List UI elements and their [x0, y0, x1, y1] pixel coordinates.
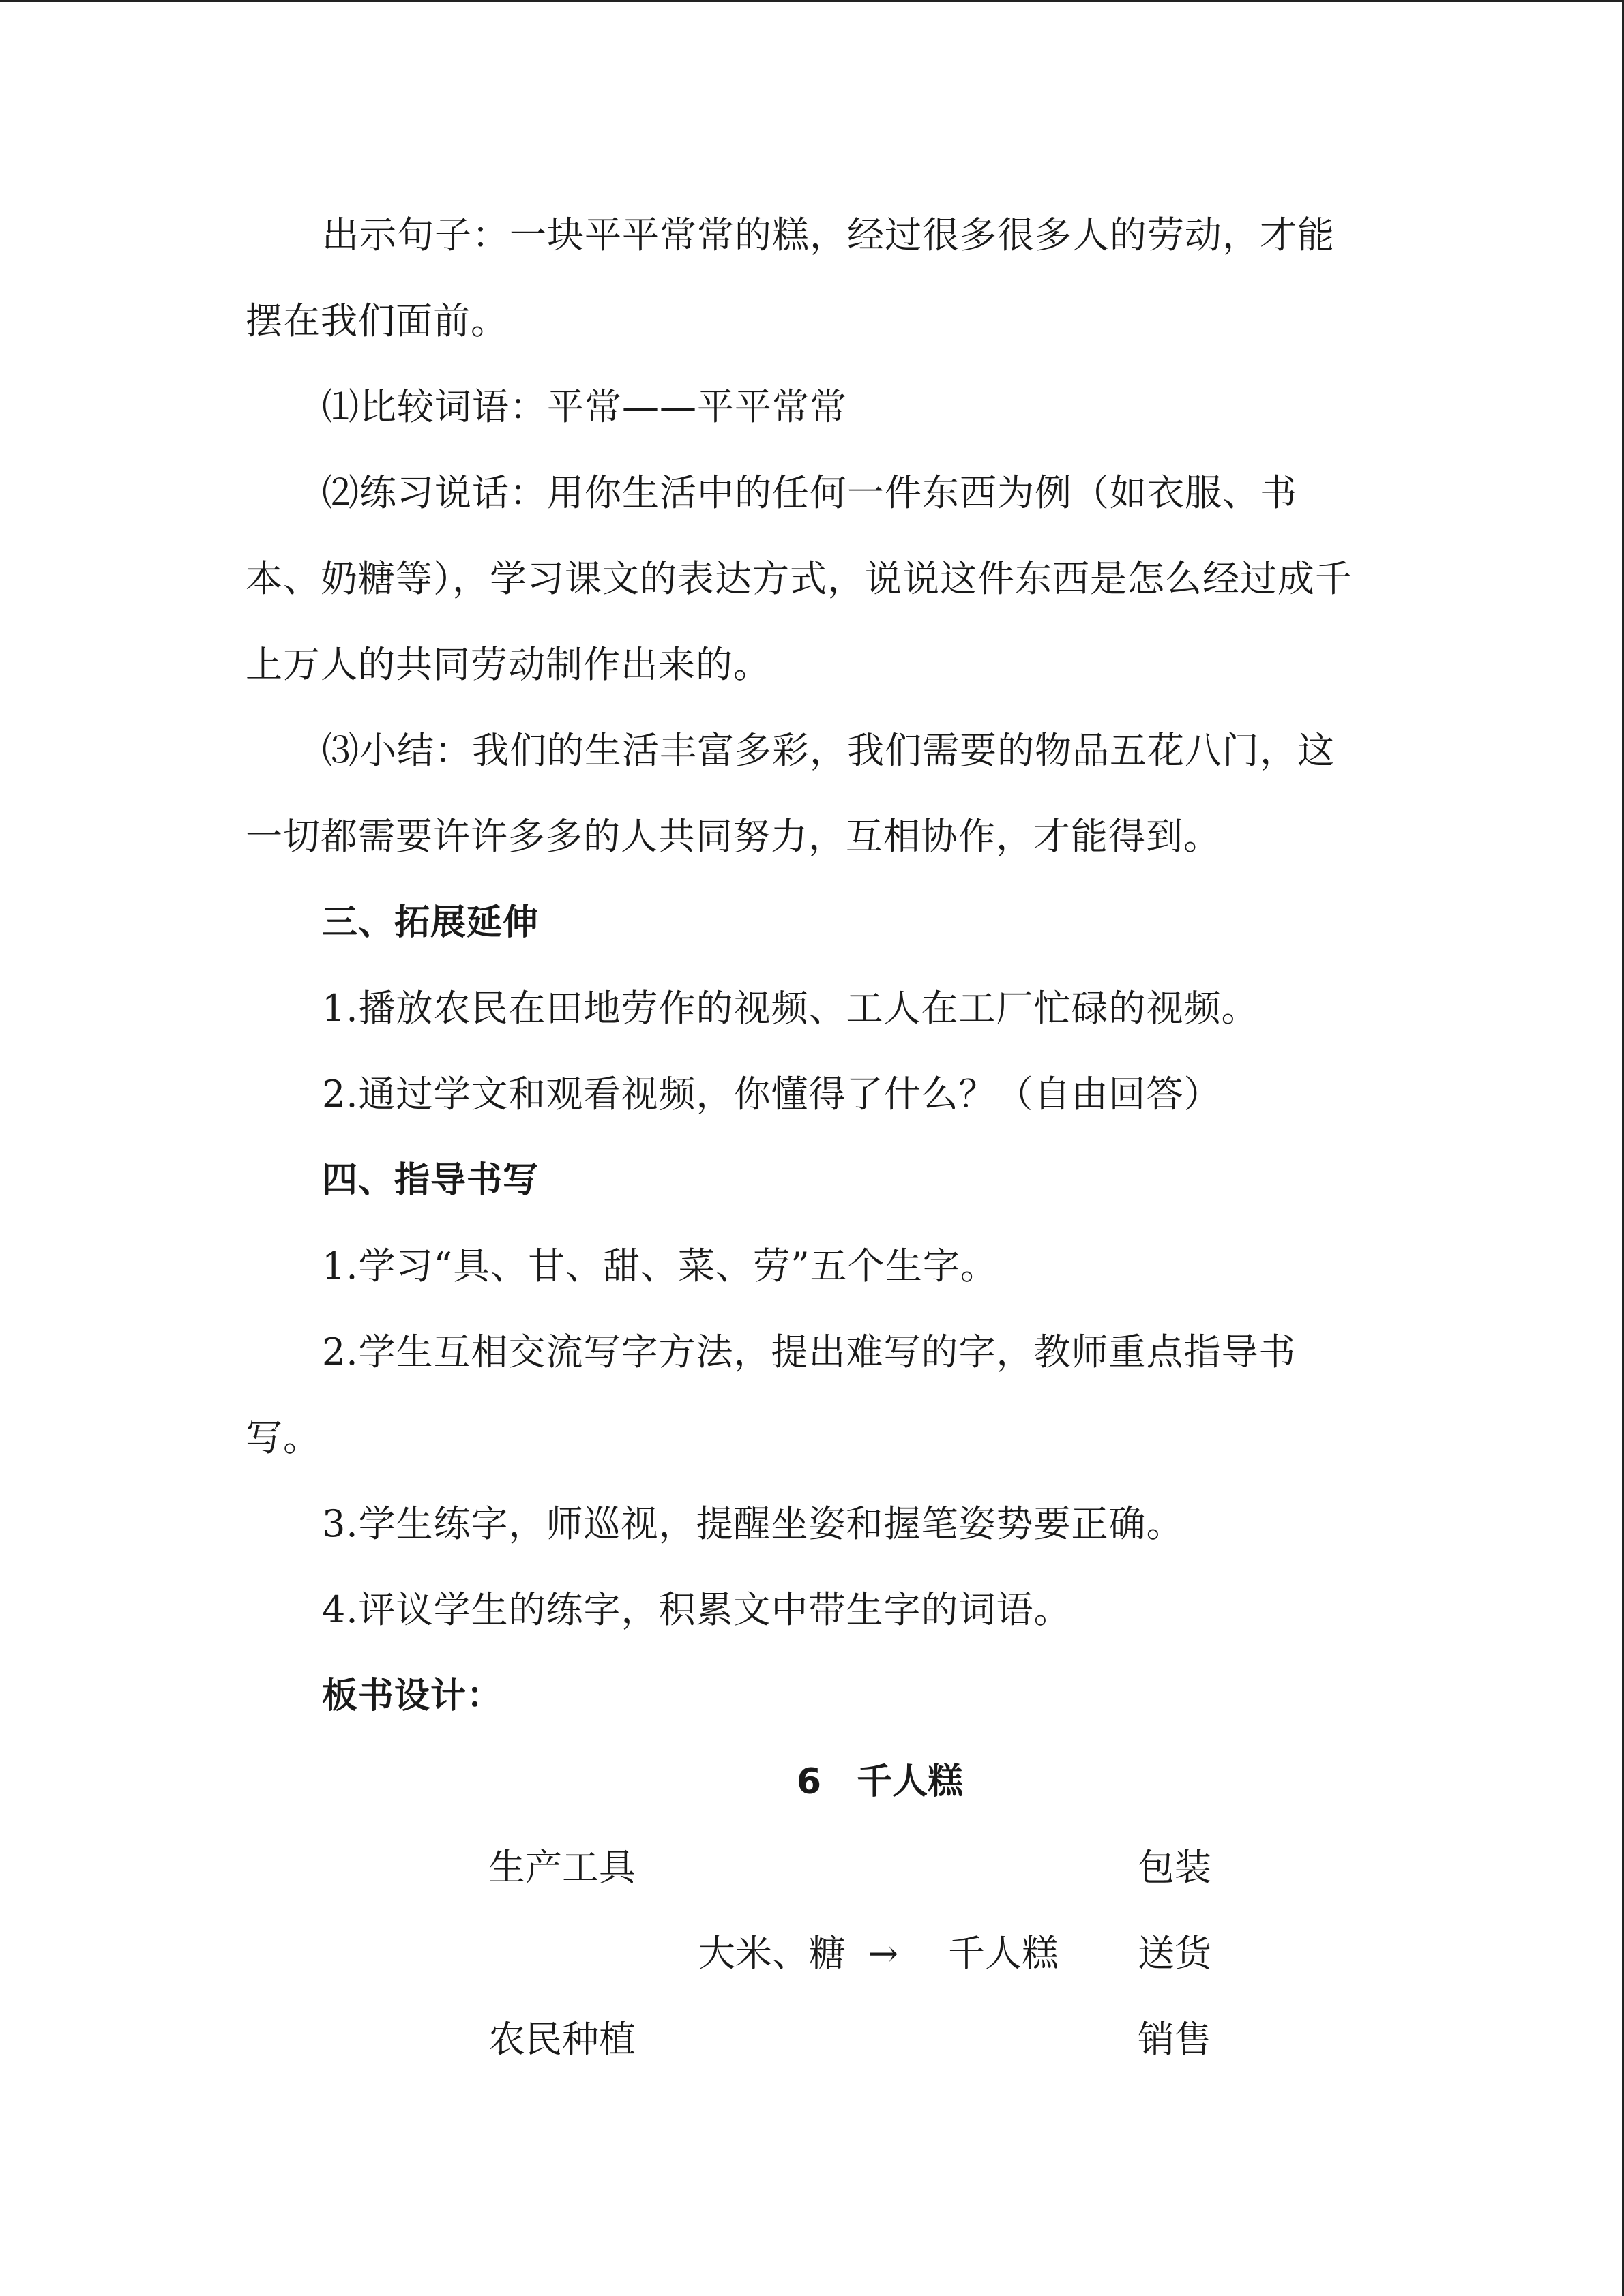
section-3-heading: 三、拓展延伸	[322, 902, 540, 943]
paragraph-4-line-1: ⑶小结：我们的生活丰富多彩，我们需要的物品五花八门，这	[322, 729, 1335, 772]
paragraph-3-line-1: ⑵练习说话：用你生活中的任何一件东西为例（如衣服、书	[322, 471, 1297, 514]
section-4-item-2-line-1: 2.学生互相交流写字方法，提出难写的字，教师重点指导书	[322, 1330, 1297, 1373]
board-right-top: 包装	[1138, 1846, 1211, 1889]
arrow-right-icon: →	[868, 1932, 899, 1975]
board-right-middle: 送货	[1138, 1932, 1211, 1975]
section-4-item-2-line-2: 写。	[246, 1416, 321, 1459]
paragraph-2: ⑴比较词语：平常——平平常常	[322, 385, 847, 428]
section-4-item-1: 1.学习“具、甘、甜、菜、劳”五个生字。	[322, 1244, 998, 1287]
board-middle-result: 千人糕	[948, 1932, 1059, 1975]
section-3-item-1: 1.播放农民在田地劳作的视频、工人在工厂忙碌的视频。	[322, 987, 1259, 1030]
section-4-heading: 四、指导书写	[322, 1160, 540, 1201]
paragraph-1-line-1: 出示句子：一块平平常常的糕，经过很多很多人的劳动，才能	[322, 213, 1335, 256]
section-4-item-3: 3.学生练字，师巡视，提醒坐姿和握笔姿势要正确。	[322, 1502, 1184, 1545]
paragraph-3-line-3: 上万人的共同劳动制作出来的。	[246, 643, 771, 686]
section-3-item-2: 2.通过学文和观看视频，你懂得了什么？（自由回答）	[322, 1073, 1222, 1116]
board-design-label: 板书设计：	[322, 1675, 503, 1716]
board-left-top: 生产工具	[488, 1846, 636, 1889]
section-4-item-4: 4.评议学生的练字，积累文中带生字的词语。	[322, 1588, 1072, 1631]
board-right-bottom: 销售	[1138, 2018, 1211, 2061]
board-title: 6 千人糕	[796, 1761, 964, 1802]
paragraph-1-line-2: 摆在我们面前。	[246, 299, 508, 342]
paragraph-3-line-2: 本、奶糖等），学习课文的表达方式，说说这件东西是怎么经过成千	[246, 557, 1353, 600]
board-middle-source: 大米、糖	[698, 1932, 846, 1975]
paragraph-4-line-2: 一切都需要许许多多的人共同努力，互相协作，才能得到。	[246, 815, 1221, 858]
board-left-bottom: 农民种植	[488, 2018, 636, 2061]
